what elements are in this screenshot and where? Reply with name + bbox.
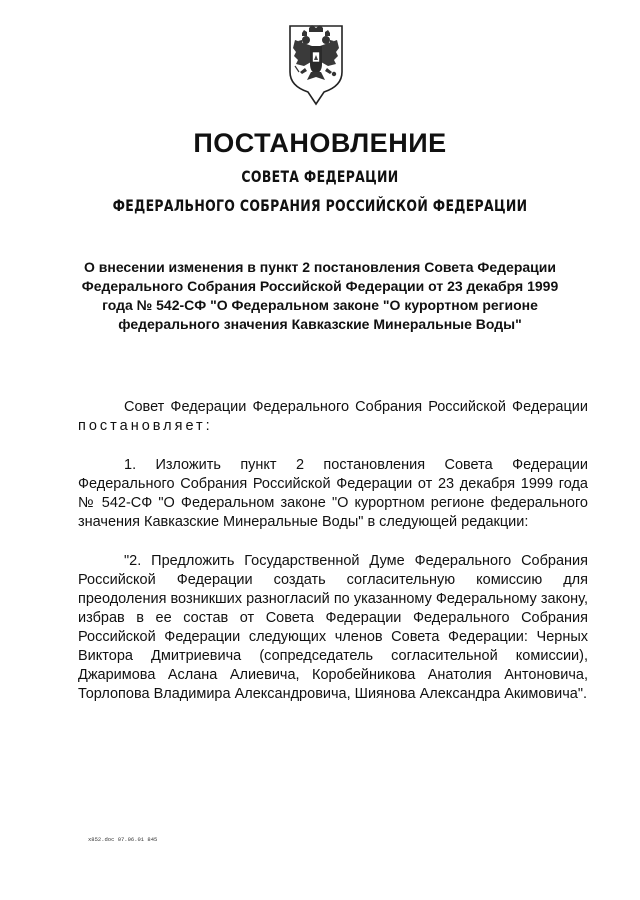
document-subtitle-line1: СОВЕТА ФЕДЕРАЦИИ [241, 167, 399, 186]
intro-paragraph [78, 398, 588, 436]
footer-document-code: x852.doc 07.06.01 845 [88, 836, 158, 843]
resolution-heading: О внесении изменения в пункт 2 постановления Совета Федерации Федерального Собрания Российской Федерации от 23 декабря 1999 года № 542-СФ "О Федеральном законе "О курортном регионе федерального значения Кавказские Минеральные Воды" [81, 259, 559, 332]
intro-verb: постановляет: [78, 418, 213, 434]
document-title: ПОСТАНОВЛЕНИЕ [193, 128, 447, 158]
document-subtitle-line2: ФЕДЕРАЛЬНОГО СОБРАНИЯ РОССИЙСКОЙ ФЕДЕРАЦИИ [112, 196, 528, 215]
item-1-paragraph: 1. Изложить пункт 2 постановления Совета Федерации Федерального Собрания Российской Федерации от 23 декабря 1999 года № 542-СФ "О Федеральном законе "О курортном регионе федерального значения Кавказские Минеральные Воды" в следующей редакции: [78, 457, 588, 530]
quoted-paragraph-2: "2. Предложить Государственной Думе Федерального Собрания Российской Федерации создать согласительную комиссию для преодоления возникших разногласий по указанному Федеральному закону, избрав в ее состав от Совета Федерации Федерального Собрания Российской Федерации следующих членов Совета Федерации: Черных Виктора Дмитриевича (сопредседатель согласительной комиссии), Джаримова Аслана Алиевича, Коробейникова Анатолия Антоновича, Торлопова Владимира Александровича, Шиянова Александра Акимовича". [78, 553, 588, 702]
intro-text: Совет Федерации Федерального Собрания Российской Федерации [124, 399, 588, 415]
double-headed-eagle-emblem-icon [287, 22, 345, 106]
